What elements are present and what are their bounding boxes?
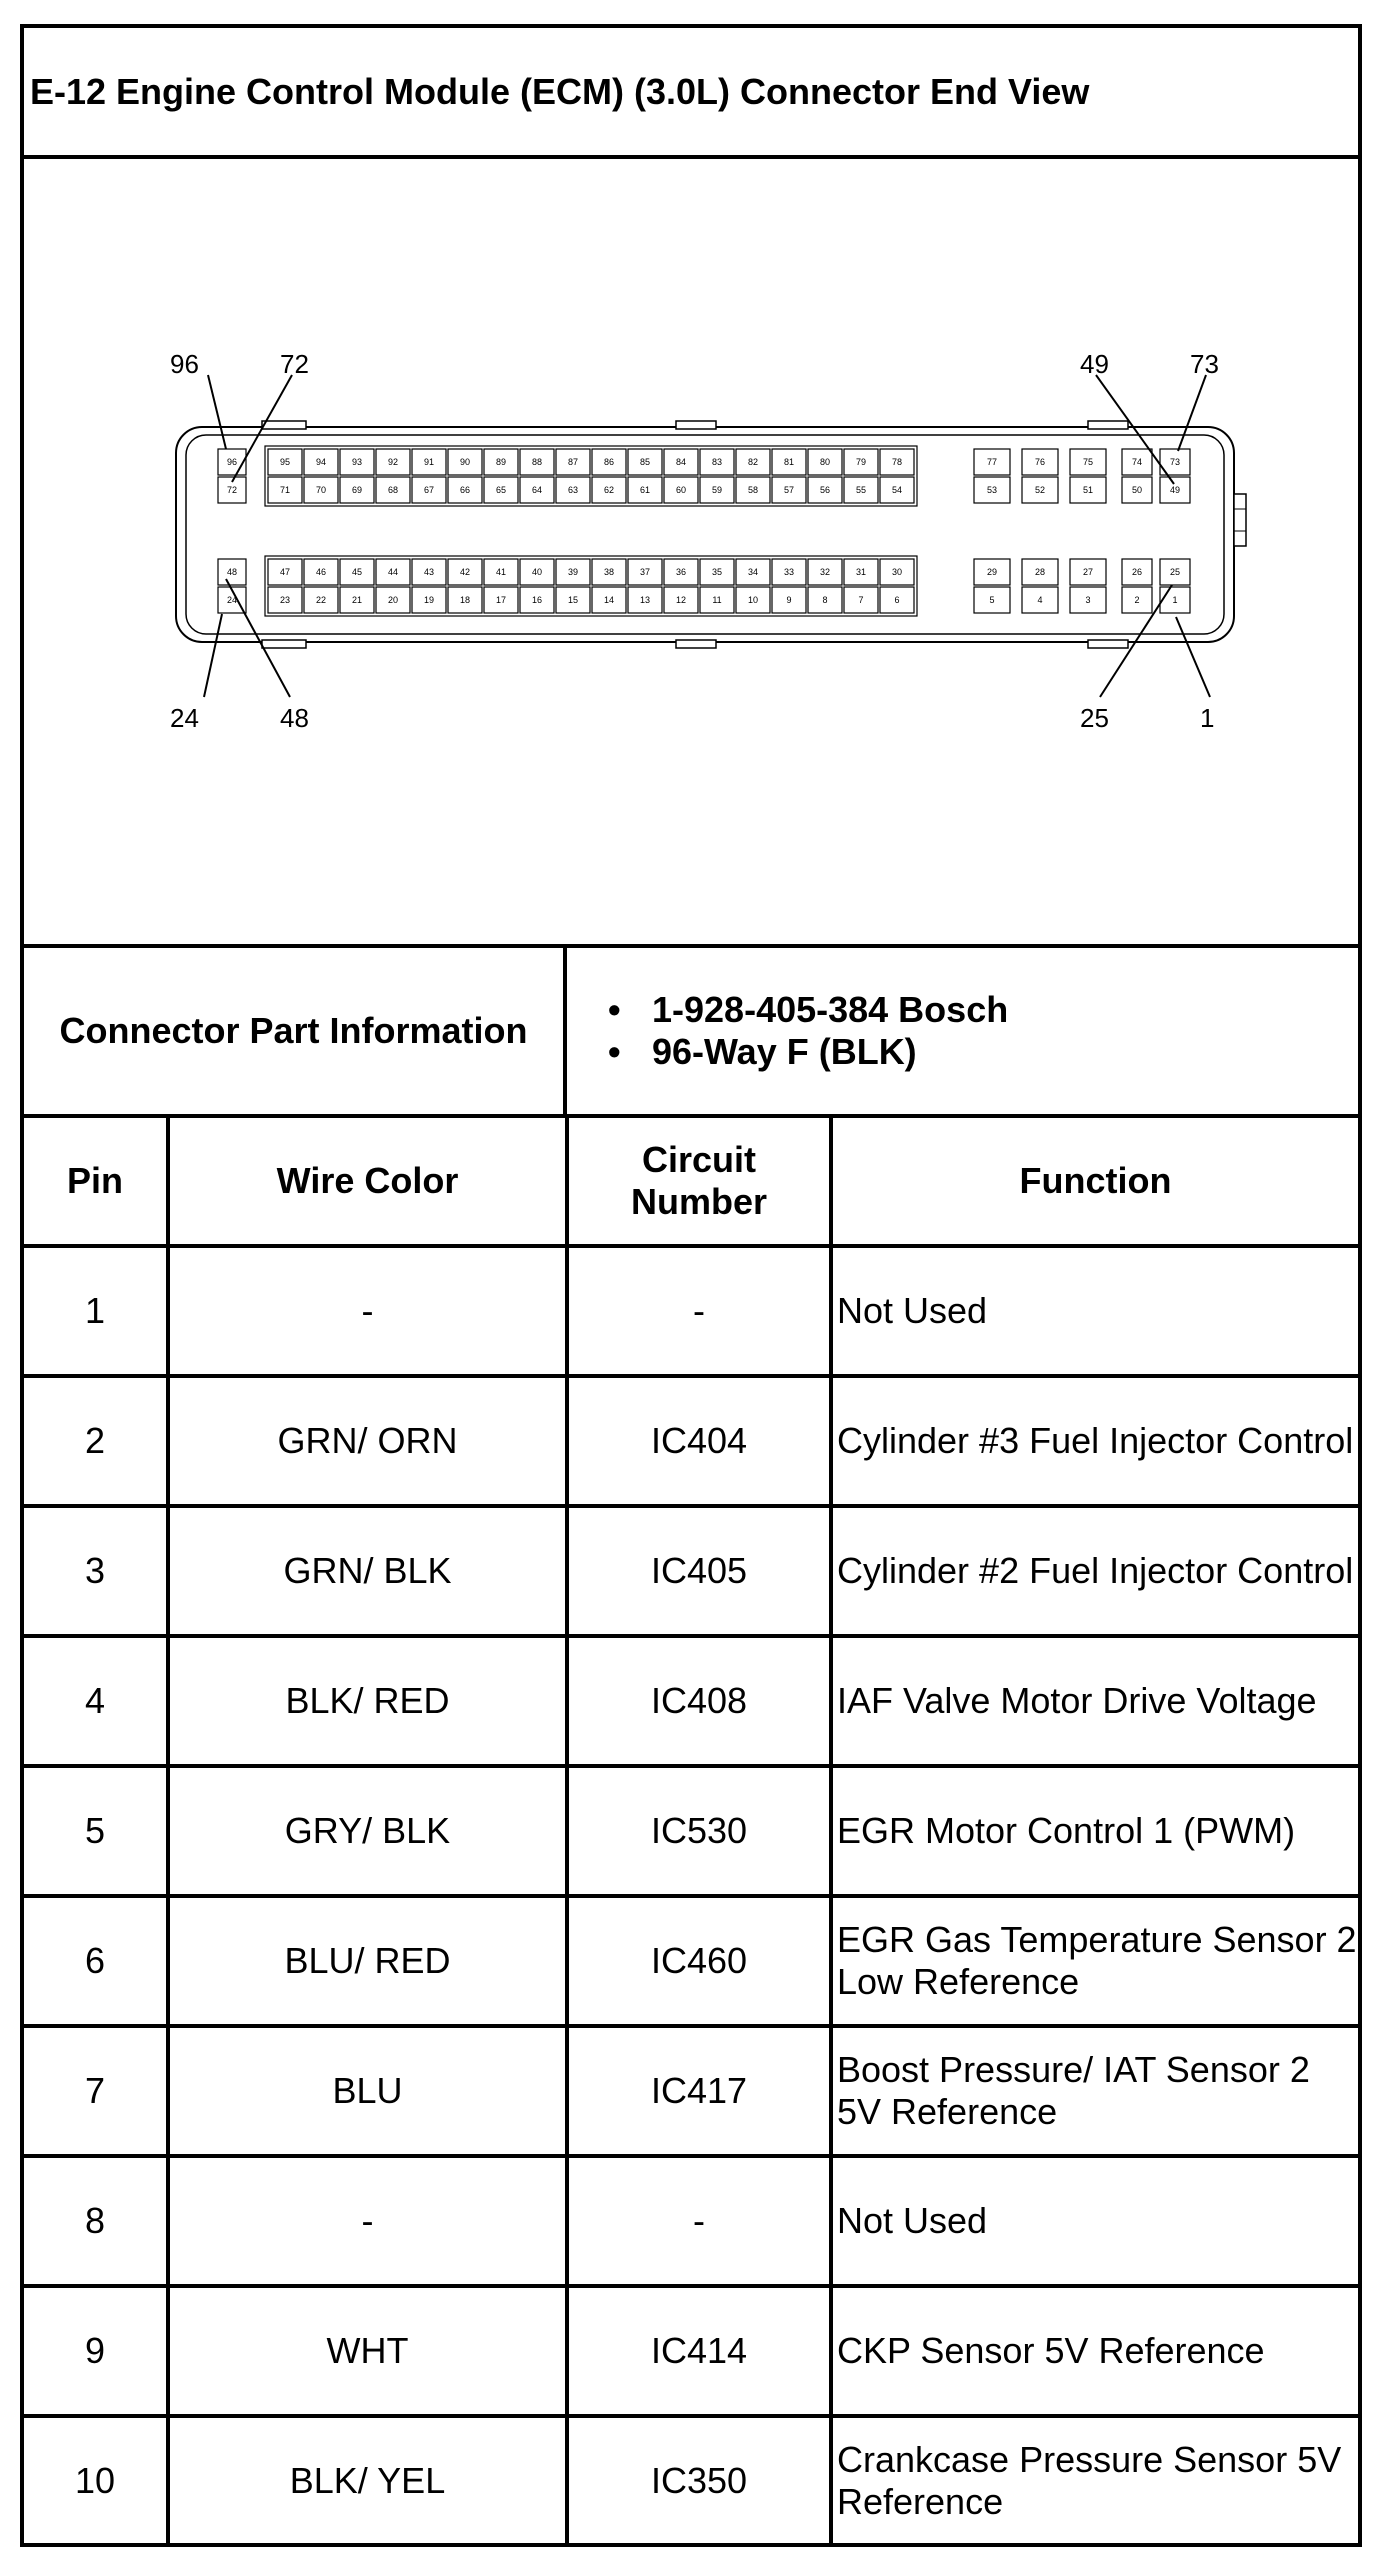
pin-cavities xyxy=(218,446,1190,616)
table-row xyxy=(24,2026,1358,2156)
wire-color-cell: - xyxy=(168,2156,567,2286)
pin-cavity-label: 6 xyxy=(894,595,900,605)
pin-cavity-label: 15 xyxy=(567,595,579,605)
part-info-item xyxy=(608,989,1358,1031)
wire-color-cell: - xyxy=(168,1246,567,1376)
function-cell: Crankcase Pressure Sensor 5V Reference xyxy=(831,2416,1358,2544)
connector-sheet xyxy=(20,24,1362,2547)
pin-cavity-label: 5 xyxy=(989,595,995,605)
pin-cavity-label: 27 xyxy=(1082,567,1094,577)
part-number: 1-928-405-384 Bosch xyxy=(652,989,1009,1030)
table-row xyxy=(24,2156,1358,2286)
pin-cell: 7 xyxy=(24,2026,168,2156)
callout-25: 25 xyxy=(1080,703,1109,733)
pin-cavity-label: 61 xyxy=(639,485,651,495)
pin-cavity-label: 13 xyxy=(639,595,651,605)
wire-color-cell: BLU xyxy=(168,2026,567,2156)
pin-cavity-label: 48 xyxy=(226,567,238,577)
pin-cavity-label: 68 xyxy=(387,485,399,495)
connector-drawing xyxy=(24,159,1358,944)
pin-cavity-label: 35 xyxy=(711,567,723,577)
wire-color-cell: BLU/ RED xyxy=(168,1896,567,2026)
pin-cavity-label: 66 xyxy=(459,485,471,495)
part-info-list xyxy=(567,948,1358,1114)
pin-cavity-label: 83 xyxy=(711,457,723,467)
pin-cavity-label: 67 xyxy=(423,485,435,495)
pin-cavity-label: 8 xyxy=(822,595,828,605)
callout-72: 72 xyxy=(280,349,309,379)
pin-cavity-label: 49 xyxy=(1169,485,1181,495)
table-header-row xyxy=(24,1118,1358,1246)
pin-cavity-label: 56 xyxy=(819,485,831,495)
pin-cavity-label: 30 xyxy=(891,567,903,577)
pin-cavity-label: 17 xyxy=(495,595,507,605)
function-cell: Not Used xyxy=(831,2156,1358,2286)
pin-cavity-label: 36 xyxy=(675,567,687,577)
pin-cavity-label: 57 xyxy=(783,485,795,495)
pin-cavity-label: 65 xyxy=(495,485,507,495)
pin-cavity-label: 47 xyxy=(279,567,291,577)
pin-cavity-label: 53 xyxy=(986,485,998,495)
pin-cavity-label: 10 xyxy=(747,595,759,605)
wire-color-cell: GRN/ ORN xyxy=(168,1376,567,1506)
pin-cavity-label: 96 xyxy=(226,457,238,467)
callout-1: 1 xyxy=(1200,703,1215,733)
pin-cell: 1 xyxy=(24,1246,168,1376)
function-cell: Cylinder #3 Fuel Injector Control xyxy=(831,1376,1358,1506)
housing-key xyxy=(1088,421,1128,429)
pin-cavity-label: 26 xyxy=(1131,567,1143,577)
pin-cavity-label: 54 xyxy=(891,485,903,495)
pin-cavity-label: 43 xyxy=(423,567,435,577)
pin-cavity-label: 33 xyxy=(783,567,795,577)
wire-color-cell: WHT xyxy=(168,2286,567,2416)
pin-cavity-label: 45 xyxy=(351,567,363,577)
pin-cavity-label: 51 xyxy=(1082,485,1094,495)
pin-cavity-label: 94 xyxy=(315,457,327,467)
table-row xyxy=(24,1506,1358,1636)
function-cell: Not Used xyxy=(831,1246,1358,1376)
function-cell: Cylinder #2 Fuel Injector Control xyxy=(831,1506,1358,1636)
pin-cavity-label: 31 xyxy=(855,567,867,577)
bullet-icon: • xyxy=(608,989,621,1030)
circuit-number-cell: IC460 xyxy=(567,1896,831,2026)
housing-key xyxy=(676,421,716,429)
pin-cavity-label: 93 xyxy=(351,457,363,467)
pin-cavity-label: 4 xyxy=(1037,595,1043,605)
pin-cell: 6 xyxy=(24,1896,168,2026)
header-wire-color: Wire Color xyxy=(168,1118,567,1246)
callout-73: 73 xyxy=(1190,349,1219,379)
pin-cavity-label: 19 xyxy=(423,595,435,605)
part-info-item xyxy=(608,1031,1358,1073)
pin-cavity-label: 11 xyxy=(712,595,722,605)
pin-cavity-label: 76 xyxy=(1034,457,1046,467)
pin-cavity-label: 79 xyxy=(855,457,867,467)
pin-cavity-label: 78 xyxy=(891,457,903,467)
pin-cavity-label: 24 xyxy=(226,595,238,605)
function-cell: CKP Sensor 5V Reference xyxy=(831,2286,1358,2416)
pin-cell: 5 xyxy=(24,1766,168,1896)
pin-cavity-label: 95 xyxy=(279,457,291,467)
pin-cavity-label: 70 xyxy=(315,485,327,495)
pin-cavity-label: 73 xyxy=(1169,457,1181,467)
pin-cavity-label: 39 xyxy=(567,567,579,577)
circuit-number-cell: - xyxy=(567,2156,831,2286)
pin-cavity-label: 32 xyxy=(819,567,831,577)
pin-cavity-label: 87 xyxy=(567,457,579,467)
pin-cavity-label: 40 xyxy=(531,567,543,577)
pin-cavity-label: 63 xyxy=(567,485,579,495)
pin-cavity-label: 90 xyxy=(459,457,471,467)
pin-cavity-label: 18 xyxy=(459,595,471,605)
pin-cavity-label: 2 xyxy=(1134,595,1140,605)
circuit-number-cell: IC405 xyxy=(567,1506,831,1636)
table-row xyxy=(24,1896,1358,2026)
pin-cavity-label: 74 xyxy=(1131,457,1143,467)
pin-cell: 4 xyxy=(24,1636,168,1766)
connector-latch xyxy=(1234,494,1246,546)
part-info-label: Connector Part Information xyxy=(24,948,567,1114)
pin-cavity-label: 55 xyxy=(855,485,867,495)
pin-cavity-label: 69 xyxy=(351,485,363,495)
table-row xyxy=(24,2286,1358,2416)
wire-color-cell: BLK/ RED xyxy=(168,1636,567,1766)
function-cell: EGR Gas Temperature Sensor 2 Low Reference xyxy=(831,1896,1358,2026)
pin-cavity-label: 42 xyxy=(459,567,471,577)
header-function: Function xyxy=(831,1118,1358,1246)
pin-cavity-label: 84 xyxy=(675,457,687,467)
header-pin: Pin xyxy=(24,1118,168,1246)
pin-cavity-label: 77 xyxy=(986,457,998,467)
wire-color-cell: GRN/ BLK xyxy=(168,1506,567,1636)
header-circuit-number: Circuit Number xyxy=(567,1118,831,1246)
housing-key xyxy=(1088,640,1128,648)
pin-cavity-label: 23 xyxy=(279,595,291,605)
bullet-icon: • xyxy=(608,1031,621,1072)
pin-cavity-label: 62 xyxy=(603,485,615,495)
pin-cavity-label: 21 xyxy=(351,595,363,605)
pin-cavity-label: 52 xyxy=(1034,485,1046,495)
pin-cavity-label: 9 xyxy=(786,595,792,605)
pin-cavity-label: 20 xyxy=(387,595,399,605)
pin-cavity-label: 58 xyxy=(747,485,759,495)
page-title: E-12 Engine Control Module (ECM) (3.0L) Connector End View xyxy=(24,28,1358,159)
connector-part-information xyxy=(24,948,1358,1118)
circuit-number-cell: IC408 xyxy=(567,1636,831,1766)
circuit-number-cell: IC350 xyxy=(567,2416,831,2544)
circuit-number-cell: IC530 xyxy=(567,1766,831,1896)
pin-cavity-label: 91 xyxy=(423,457,435,467)
pin-cell: 2 xyxy=(24,1376,168,1506)
pin-cavity-label: 34 xyxy=(747,567,759,577)
pin-cavity-label: 28 xyxy=(1034,567,1046,577)
pin-cavity-label: 64 xyxy=(531,485,543,495)
pin-cavity-label: 22 xyxy=(315,595,327,605)
table-row xyxy=(24,1246,1358,1376)
pin-cavity-label: 29 xyxy=(986,567,998,577)
callout-48: 48 xyxy=(280,703,309,733)
circuit-number-cell: IC414 xyxy=(567,2286,831,2416)
pin-cavity-label: 46 xyxy=(315,567,327,577)
pin-cavity-label: 25 xyxy=(1169,567,1181,577)
pin-cavity-label: 1 xyxy=(1172,595,1178,605)
callout-49: 49 xyxy=(1080,349,1109,379)
pin-cavity-label: 3 xyxy=(1085,595,1091,605)
pin-cavity-label: 89 xyxy=(495,457,507,467)
pin-cavity-label: 60 xyxy=(675,485,687,495)
wire-color-cell: BLK/ YEL xyxy=(168,2416,567,2544)
pin-cavity-label: 12 xyxy=(675,595,687,605)
pin-cavity-label: 86 xyxy=(603,457,615,467)
table-row xyxy=(24,2416,1358,2544)
pin-cell: 10 xyxy=(24,2416,168,2544)
housing-key xyxy=(262,421,306,429)
table-row xyxy=(24,1766,1358,1896)
pin-cavity-label: 41 xyxy=(495,567,507,577)
pin-cell: 8 xyxy=(24,2156,168,2286)
callout-24: 24 xyxy=(170,703,199,733)
function-cell: IAF Valve Motor Drive Voltage xyxy=(831,1636,1358,1766)
function-cell: EGR Motor Control 1 (PWM) xyxy=(831,1766,1358,1896)
callout-96: 96 xyxy=(170,349,199,379)
table-row xyxy=(24,1636,1358,1766)
pin-cavity-label: 92 xyxy=(387,457,399,467)
pin-cavity-label: 82 xyxy=(747,457,759,467)
pin-cavity-label: 72 xyxy=(226,485,238,495)
pin-cavity-label: 50 xyxy=(1131,485,1143,495)
table-row xyxy=(24,1376,1358,1506)
connector-end-view-diagram xyxy=(24,159,1358,948)
pin-cavity-label: 81 xyxy=(783,457,795,467)
pin-cavity-label: 59 xyxy=(711,485,723,495)
pin-cavity-label: 14 xyxy=(603,595,615,605)
pin-cavity-label: 38 xyxy=(603,567,615,577)
connector-type: 96-Way F (BLK) xyxy=(652,1031,917,1072)
pin-cavity-label: 80 xyxy=(819,457,831,467)
housing-key xyxy=(262,640,306,648)
pin-cavity-label: 71 xyxy=(279,485,291,495)
pin-cell: 9 xyxy=(24,2286,168,2416)
pin-cavity-label: 16 xyxy=(531,595,543,605)
pin-cavity-label: 37 xyxy=(639,567,651,577)
pin-cavity-label: 75 xyxy=(1082,457,1094,467)
pin-cavity-label: 44 xyxy=(387,567,399,577)
wire-color-cell: GRY/ BLK xyxy=(168,1766,567,1896)
pin-cavity-label: 7 xyxy=(858,595,864,605)
housing-key xyxy=(676,640,716,648)
function-cell: Boost Pressure/ IAT Sensor 2 5V Reference xyxy=(831,2026,1358,2156)
circuit-number-cell: IC417 xyxy=(567,2026,831,2156)
circuit-number-cell: IC404 xyxy=(567,1376,831,1506)
pin-cell: 3 xyxy=(24,1506,168,1636)
pin-cavity-label: 88 xyxy=(531,457,543,467)
circuit-number-cell: - xyxy=(567,1246,831,1376)
pin-cavity-label: 85 xyxy=(639,457,651,467)
pin-table xyxy=(24,1118,1358,2544)
